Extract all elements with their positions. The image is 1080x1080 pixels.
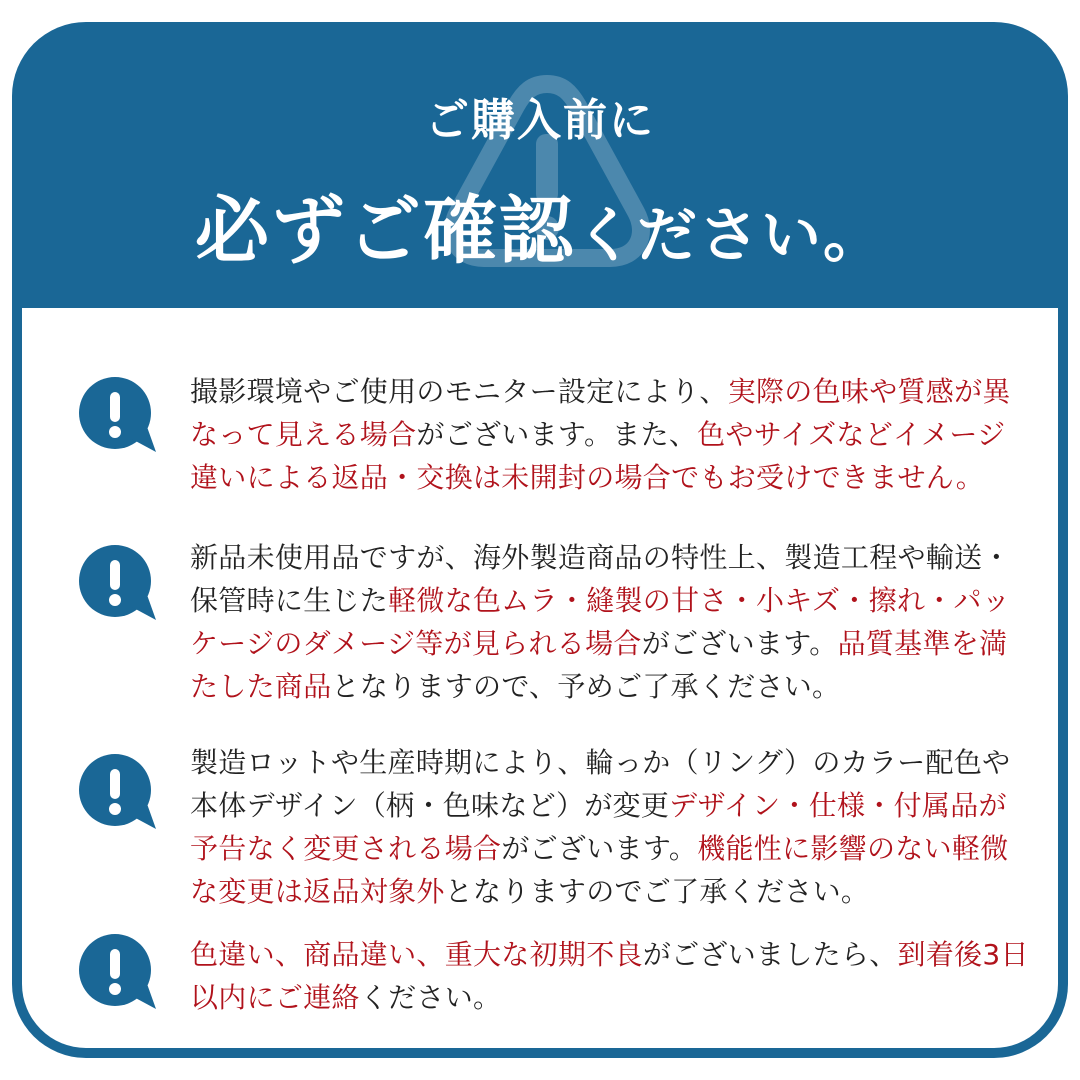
exclamation-speech-bubble-icon [78,933,160,1015]
body-text: がございましたら、 [642,938,898,971]
exclamation-speech-bubble-icon [78,544,160,626]
notice-text [190,741,1030,913]
highlight-text: 品質基準を満たした商品 [190,627,1008,703]
body-text: 撮影環境やご使用のモニター設定により、 [190,375,728,408]
highlight-text: 到着後3日以内にご連絡 [190,938,1029,1014]
notice-card [12,22,1068,1058]
body-text: となりますので、予めご了承ください。 [331,670,841,703]
header-banner [12,22,1068,308]
body-text: ください。 [359,981,502,1014]
exclamation-speech-bubble-icon [78,753,160,835]
body-text: 新品未使用品ですが、海外製造商品の特性上、製造工程や輸送・保管時に生じた [190,541,1011,617]
title-small: ください。 [575,201,885,271]
body-text: 製造ロットや生産時期により、輪っか（リング）のカラー配色や本体デザイン（柄・色味など）が変更 [190,746,1011,822]
body-text: がございます。 [501,832,698,865]
notice-text [190,370,1030,499]
title-main: 必ずご確認 [195,188,575,274]
highlight-text: 色やサイズなどイメージ違いによる返品・交換は未開封の場合でもお受けできません。 [190,418,1006,494]
exclamation-speech-bubble-icon [78,376,160,458]
notice-body [22,308,1058,1048]
highlight-text: デザイン・仕様・付属品が予告なく変更される場合 [190,789,1007,865]
notice-text [190,536,1030,708]
highlight-text: 軽微な色ムラ・縫製の甘さ・小キズ・擦れ・パッケージのダメージ等が見られる場合 [190,584,1011,660]
body-text: がございます。 [641,627,838,660]
highlight-text: 色違い、商品違い、重大な初期不良 [190,938,643,971]
body-text: となりますのでご了承ください。 [444,875,870,908]
header-subtitle: ご購入前に [425,95,655,146]
notice-text [190,933,1030,1019]
header-title [12,172,1068,278]
body-text: がございます。また、 [416,418,698,451]
highlight-text: 実際の色味や質感が異なって見える場合 [190,375,1011,451]
highlight-text: 機能性に影響のない軽微な変更は返品対象外 [190,832,1009,908]
